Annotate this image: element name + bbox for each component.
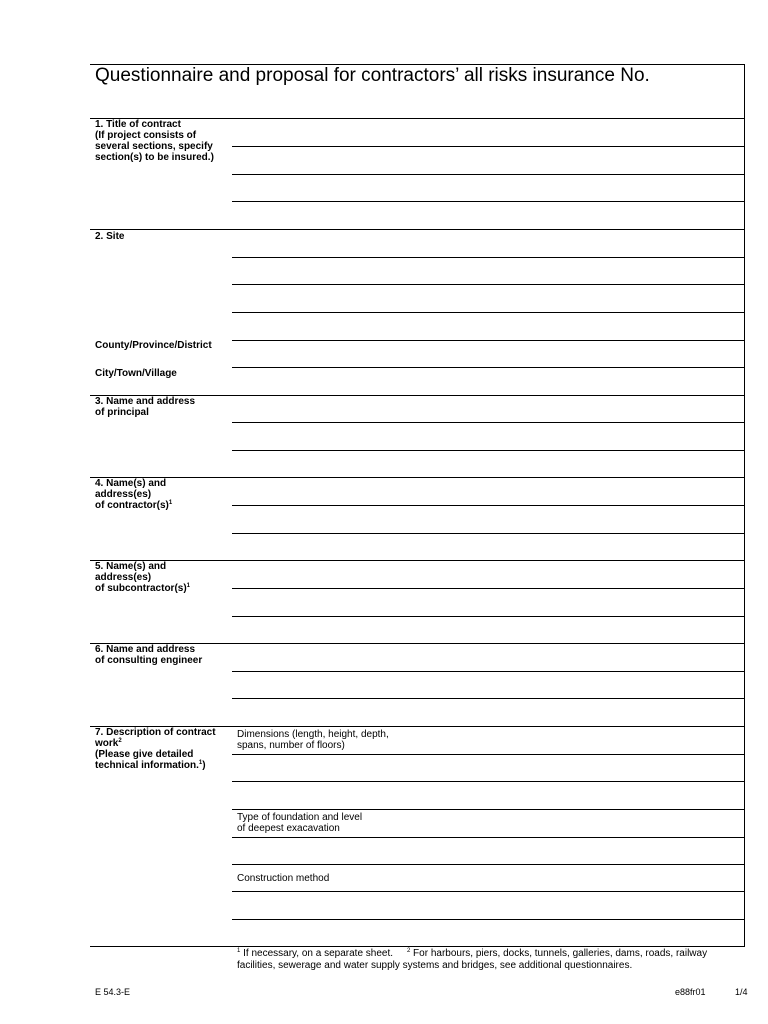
engineer-line[interactable] [232, 671, 745, 672]
foundation-label: Type of foundation and level of deepest exacavation [237, 812, 363, 834]
county-line[interactable] [232, 340, 745, 341]
foundation-line[interactable] [232, 864, 745, 865]
form-title: Questionnaire and proposal for contractors’ all risks insurance No. [95, 65, 650, 86]
section-4-text: 4. Name(s) and address(es) of contractor(s) [95, 478, 169, 511]
dimensions-label: Dimensions (length, height, depth, spans, number of floors) [237, 729, 389, 751]
section-7-close: ) [202, 760, 206, 771]
document-code: e88fr01 [675, 987, 706, 997]
engineer-line[interactable] [232, 698, 745, 699]
principal-line[interactable] [232, 450, 745, 451]
page-number: 1/4 [735, 987, 748, 997]
section-divider [90, 477, 745, 478]
section-7-label [95, 727, 230, 771]
site-line[interactable] [232, 257, 745, 258]
footnote-ref: 1 [168, 500, 173, 506]
section-7-tech: technical information. [95, 760, 199, 771]
dimensions-line[interactable] [232, 781, 745, 782]
footnotes [237, 948, 737, 972]
section-1-label: 1. Title of contract (If project consists of several sections, specify section(s) to be insured.) [95, 119, 214, 163]
site-line[interactable] [232, 284, 745, 285]
section-7-line: 7. Description of contract [95, 727, 216, 738]
site-line[interactable] [232, 312, 745, 313]
section-6-label: 6. Name and address of consulting engineer [95, 644, 203, 666]
city-line[interactable] [232, 367, 745, 368]
section-divider [90, 229, 745, 230]
contract-title-line[interactable] [232, 174, 745, 175]
principal-line[interactable] [232, 422, 745, 423]
form-code: E 54.3-E [95, 987, 131, 997]
footnote-1-text: If necessary, on a separate sheet. [240, 948, 394, 959]
contract-title-line[interactable] [232, 201, 745, 202]
foundation-line[interactable] [232, 809, 745, 810]
subcontractor-line[interactable] [232, 588, 745, 589]
footnote-ref: 2 [118, 738, 122, 744]
foundation-line[interactable] [232, 837, 745, 838]
county-label: County/Province/District [95, 340, 212, 351]
contract-title-line[interactable] [232, 146, 745, 147]
footnote-ref: 1 [186, 583, 191, 589]
section-7-line: (Please give detailed [95, 749, 194, 760]
dimensions-line[interactable] [232, 754, 745, 755]
footnote-ref: 1 [198, 760, 203, 766]
contractor-line[interactable] [232, 505, 745, 506]
construction-line[interactable] [232, 891, 745, 892]
footnote-2-mark: 2 [406, 948, 411, 954]
section-4-label [95, 478, 172, 511]
construction-method-label: Construction method [237, 873, 330, 884]
contractor-line[interactable] [232, 533, 745, 534]
section-5-text: 5. Name(s) and address(es) of subcontractor(s) [95, 561, 187, 594]
section-7-line [95, 738, 230, 749]
section-7-work: work [95, 738, 119, 749]
city-label: City/Town/Village [95, 368, 177, 379]
section-2-label: 2. Site [95, 231, 125, 242]
section-3-label: 3. Name and address of principal [95, 396, 196, 418]
construction-line[interactable] [232, 919, 745, 920]
footnote-2-text: For harbours, piers, docks, tunnels, galleries, dams, roads, railway facilities, sewerage and water supply systems and bridges, see additional questionnaires. [237, 948, 708, 971]
subcontractor-line[interactable] [232, 616, 745, 617]
footnote-1-mark: 1 [237, 948, 241, 954]
section-7-line [95, 760, 230, 771]
section-5-label [95, 561, 190, 594]
